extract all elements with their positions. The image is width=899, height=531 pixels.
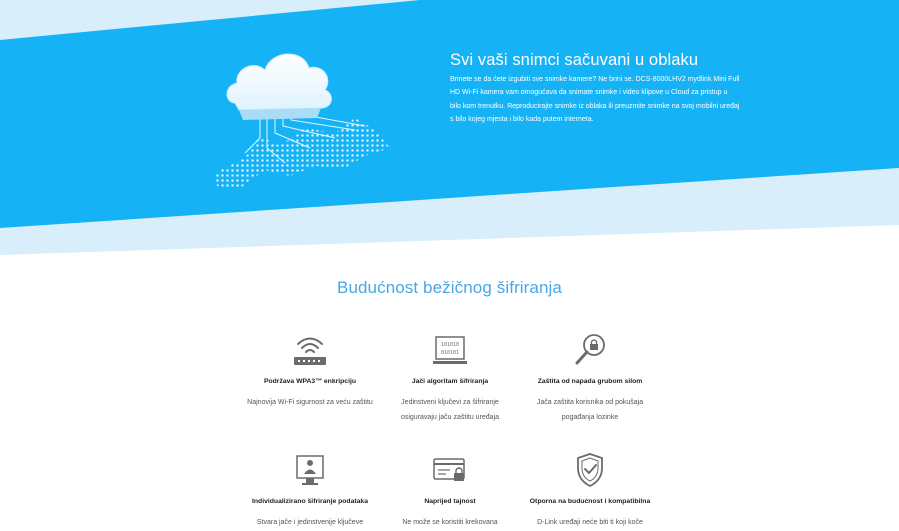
- svg-text:010101: 010101: [440, 350, 460, 356]
- feature-title: Naprijed tajnost: [424, 498, 476, 505]
- hero-text-block: [450, 50, 740, 127]
- feature-description: Stvara jače i jedinstvenije ključeve: [256, 519, 364, 526]
- shield-check-icon: [570, 450, 610, 490]
- feature-description: Ne može se koristiti krekovana: [402, 519, 498, 526]
- binary-monitor-icon: [430, 330, 470, 370]
- feature-brute-force-protection: [505, 330, 675, 425]
- card-lock-icon: [430, 450, 470, 490]
- wifi-router-icon: [290, 330, 330, 370]
- feature-title: Zaštita od napada grubom silom: [537, 378, 643, 385]
- hero-title: Svi vaši snimci sačuvani u oblaku: [450, 51, 699, 69]
- svg-text:101010: 101010: [440, 342, 460, 348]
- feature-description: D-Link uređaji neće biti ti koji koče: [537, 519, 643, 526]
- hero-description: Brinete se da ćete izgubiti sve snimke kamere? Ne brini se. DCS-8000LHV2 mydlink Mini Full HD Wi-Fi kamera vam omogućava da snimate snimke i video klipove u Cloud za pristup u bilo kom trenutku. Reproducirajte snimke iz oblaka ili preuzmite snimke na svoj mobilni uređaj s bilo kojeg mjesta i bilo kada putem interneta.: [450, 76, 740, 124]
- user-monitor-icon: [290, 450, 330, 490]
- feature-future-proof: [505, 450, 675, 531]
- feature-description: Jedinstveni ključevi za šifriranje osiguravaju jaču zaštitu uređaja: [400, 399, 500, 421]
- feature-title: Otporna na budućnost i kompatibilna: [529, 498, 651, 505]
- feature-title: Podržava WPA3™ enkripciju: [263, 378, 357, 385]
- magnifier-lock-icon: [570, 330, 610, 370]
- hero-background: [0, 0, 899, 255]
- feature-description: Jača zaštita korisnika od pokušaja pogađanja lozinke: [536, 399, 644, 421]
- section-title: Budućnost bežičnog šifriranja: [337, 278, 562, 297]
- cloud-storage-hero: [0, 0, 899, 255]
- feature-description: Najnovija Wi-Fi sigurnost za veću zaštitu: [247, 399, 373, 406]
- feature-title: Jači algoritam šifriranja: [411, 378, 489, 385]
- cloud-map-illustration-icon: [205, 38, 405, 193]
- feature-title: Individualizirano šifriranje podataka: [252, 498, 368, 505]
